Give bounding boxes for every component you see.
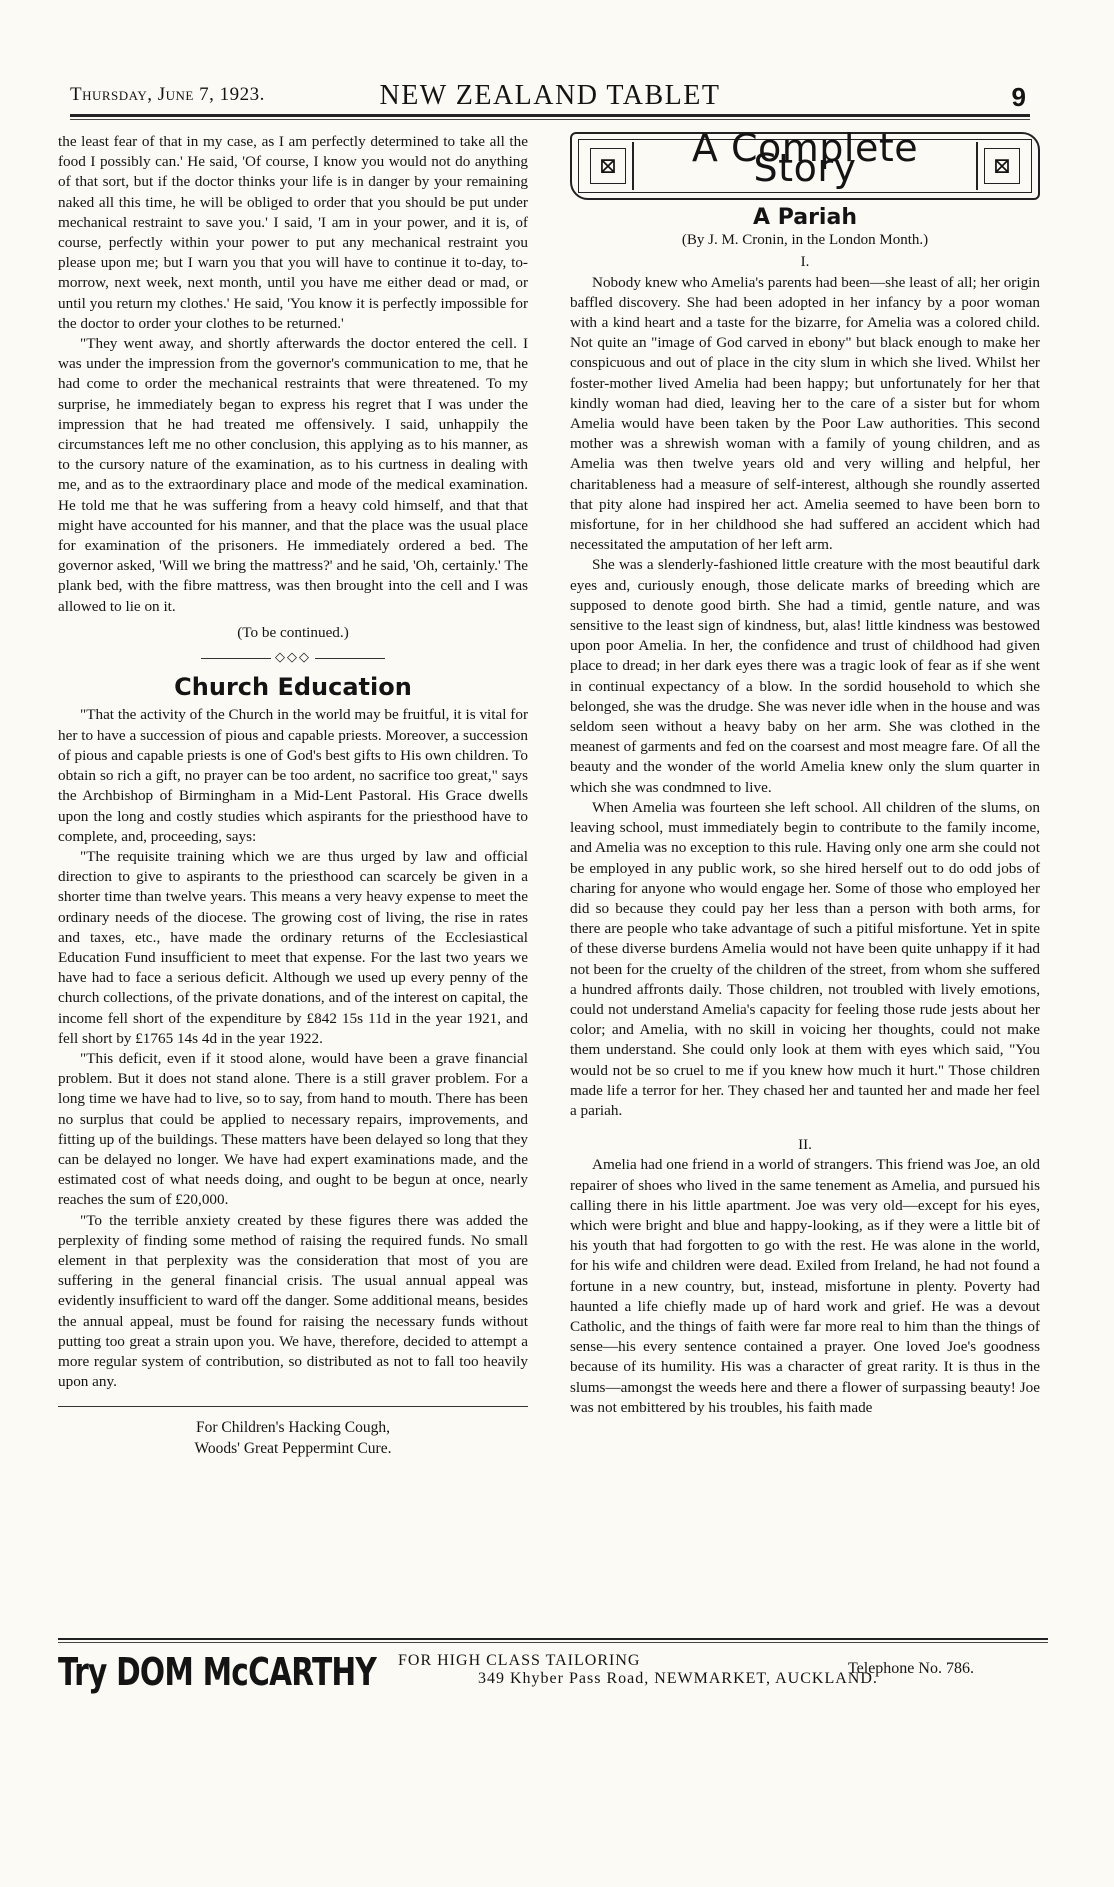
article-paragraph: "This deficit, even if it stood alone, would have been a grave financial problem. But it does not stand alone. There is a still graver problem. For a long time we have had to live, so to say, from hand to mouth. There has been no surplus that could be applied to necessary repairs, improvements, and fitting up of the buildings. These matters have been delayed so long that they can be delayed no longer. We have had expert examinations made, and the estimated cost of what needs doing, and ought to be begun at once, nearly reaches the sum of £20,000. <box>58 1049 528 1209</box>
story-byline: (By J. M. Cronin, in the London Month.) <box>681 232 929 249</box>
advert-line: For Children's Hacking Cough, <box>196 1419 390 1437</box>
left-column <box>58 132 528 1459</box>
page-number: 9 <box>1011 82 1026 112</box>
banner-title: A Complete Story <box>691 126 919 191</box>
advert-phone: Telephone No. 786. <box>848 1660 974 1677</box>
footer-rule-thin <box>58 1642 1048 1643</box>
story-paragraph: She was a slenderly-fashioned little creature with the most beautiful dark eyes and, curiously enough, those delicate marks of breeding which are supposed to denote good birth. She had a timid, gentle nature, and was sensitive to the least sign of kindness, but, alas! little kindness was bestowed upon poor Amelia. In her, the confidence and trust of childhood had given place to dread; in her dark eyes there was a tragic look of fear as if she went in continual expectancy of a blow. In the sordid household to which she belonged, she was the drudge. She was never idle when in the house and was seldom seen without a heavy baby on her arm. She was clothed in the meanest of garments and fed on the coarsest and most meagre fare. Of all the beauty and the wonder of the world Amelia knew only the slum quarter in which she was condmned to live. <box>570 556 1040 796</box>
section-ornament <box>58 647 528 667</box>
newspaper-title: NEW ZEALAND TABLET <box>379 80 721 111</box>
story-title: A Pariah <box>753 205 857 230</box>
advert-tagline: FOR HIGH CLASS TAILORING <box>398 1652 641 1669</box>
issue-date: Thursday, June 7, 1923. <box>70 84 265 105</box>
story-paragraph: Nobody knew who Amelia's parents had been—she least of all; her origin baffled discovery. She had been adopted in her infancy by a poor woman with a kind heart and a taste for the bizarre, for Amelia was a colored child. Not quite an "image of God carved in ebony" but black enough to make her conspicuous and out of place in the city slum in which she lived. Whilst her foster-mother lived Amelia had been happy; but unfortunately for her that kindly woman had died, leaving her to the care of a sister but for whom Amelia would have been taken by the Poor Law authorities. This second mother was a shrewish woman with a family of young children, and as Amelia was then twelve years old and very willing and helpful, her charitableness had a measure of self-interest, although she roundly asserted that pity alone had inspired her act. Amelia seemed to have been born to misfortune, for in her childhood she had suffered an accident which had necessitated the amputation of her left arm. <box>570 273 1040 554</box>
right-column <box>570 126 1040 1418</box>
ornament-glyph: ◇◇◇ <box>275 649 311 665</box>
tailor-advert <box>58 1646 1048 1696</box>
scroll-icon: ⊠ <box>590 148 626 184</box>
to-be-continued: (To be continued.) <box>237 623 349 641</box>
page-header <box>70 80 1030 114</box>
advert-line: Woods' Great Peppermint Cure. <box>194 1440 392 1458</box>
article-paragraph: "That the activity of the Church in the world may be fruitful, it is vital for her to have a succession of pious and capable priests. Moreover, a succession of pious and capable priests is one of God's best gifts to His own children. To obtain so rich a gift, no prayer can be too ardent, no sacrifice too great," says the Archbishop of Birmingham in a Mid-Lent Pastoral. His Grace dwells upon the long and costly studies which aspirants for the priesthood have to complete, and, proceeding, says: <box>58 706 528 845</box>
footer-rule <box>58 1638 1048 1640</box>
article-paragraph: "They went away, and shortly afterwards the doctor entered the cell. I was under the impression from the governor's communication to me, that he had come to order the mechanical restraints that were threatened. To my surprise, he immediately began to express his regret that I was under the impression that he had treated me offensively. I said, unhappily the circumstances left me no other conclusion, this applying as to his manner, as to the cursory nature of the examination, as to his curtness in dealing with me, and as to the extraordinary place and mode of the medical examination. He told me that he was suffering from a heavy cold himself, and that that might have accounted for his manner, and that the place was the usual place for examination of the prisoners. He immediately ordered a bed. The governor asked, 'Will we bring the mattress?' and he said, 'Oh, certainly.' The plank bed, with the fibre mattress, was then brought into the cell and I was allowed to lie on it. <box>58 335 528 615</box>
advert-brand: Try DOM McCARTHY <box>58 1650 377 1694</box>
section-title: Church Education <box>174 673 412 702</box>
scroll-icon: ⊠ <box>984 148 1020 184</box>
article-paragraph: "The requisite training which we are thus urged by law and official direction to give to aspirants to the priesthood can scarcely be given in a shorter time than twelve years. This means a very heavy expense to meet the ordinary needs of the diocese. The growing cost of living, the rise in rates and taxes, etc., have made the ordinary returns of the Ecclesiastical Education Fund insufficient to meet that expense. For the last two years we have had to face a serious deficit. Although we used up every penny of the church collections, of the private donations, and of the interest on capital, the income fell short of the expenditure by £842 15s 11d in the year 1921, and fell short by £1765 14s 4d in the year 1922. <box>58 847 528 1047</box>
header-rule-thin <box>70 119 1030 120</box>
cough-cure-advert <box>58 1406 528 1459</box>
header-rule <box>70 114 1030 117</box>
part-numeral: I. <box>800 254 810 271</box>
article-paragraph: "To the terrible anxiety created by these figures there was added the perplexity of finding some method of raising the required funds. No small element in that perplexity was the consideration that most of you are suffering in the general financial crisis. The usual annual appeal was evidently insufficient to ward off the danger. Some additional means, besides the annual appeal, must be found for raising the necessary funds without putting too great a strain upon you. We have, therefore, decided to attempt a more regular system of contribution, so distributed as not to fall too heavily upon any. <box>58 1211 528 1391</box>
article-paragraph: the least fear of that in my case, as I am perfectly determined to take all the food I possibly can.' He said, 'Of course, I know you would not do anything of that sort, but if the doctor thinks your life is in danger by your remaining naked all this time, he will be obliged to order that you should be put under mechanical restraint to save you.' I said, 'I am in your power, and it is, of course, perfectly within your power to put any mechanical restraint you please upon me; but I warn you that you will have to continue it to-day, to-morrow, next week, next month, until you have me either dead or mad, or until you return my clothes.' He said, 'You know it is perfectly impossible for the doctor to order your clothes to be returned.' <box>58 133 528 332</box>
story-paragraph: Amelia had one friend in a world of strangers. This friend was Joe, an old repairer of shoes who lived in the same tenement as Amelia, and pursued his calling there in his little apartment. Joe was very old—except for his eyes, which were bright and blue and happy-looking, as if they were a little bit of his youth that had forgotten to go with the rest. He was alone in the world, for his wife and children were dead. Exiled from Ireland, he had not found a fortune in a new country, but, instead, misfortune in plenty. Poverty had haunted a life chiefly made up of hard work and grief. He was a devout Catholic, and the things of faith were far more real to him than the things of sense—his every sentence contained a prayer. One loved Joe's goodness because of its humility. His was a character of great rarity. It is thus in the slums—amongst the weeds here and there a flower of surpassing beauty! Joe was not embittered by his troubles, his faith made <box>570 1156 1040 1416</box>
story-paragraph: When Amelia was fourteen she left school. All children of the slums, on leaving school, must immediately begin to contribute to the family income, and Amelia was no exception to this rule. Having only one arm she could not be employed in any public work, so she hired herself out to do odd jobs of charing for anyone who would engage her. Some of those who employed her did so because they could pay her less than a person with both arms, for there are people who take advantage of such a pitiful misfortune. Yet in spite of these diverse burdens Amelia would not have been quite unhappy if it had not been for the cruelty of the children of the street, from whom she suffered a hundred affronts daily. Those children, not troubled with lively emotions, could not understand Amelia's capacity for feeling those rude jests about her color; and Amelia, with no skill in voicing her thoughts, could not make them understand. She could only look at them with eyes which said, "You would not be so cruel to me if you knew how much it hurt." Those children made life a terror for her. They chased her and taunted her and made her feel a pariah. <box>570 798 1040 1119</box>
complete-story-banner <box>570 126 1040 200</box>
advert-address: 349 Khyber Pass Road, NEWMARKET, AUCKLAND. <box>478 1670 878 1687</box>
part-numeral: II. <box>798 1137 812 1154</box>
